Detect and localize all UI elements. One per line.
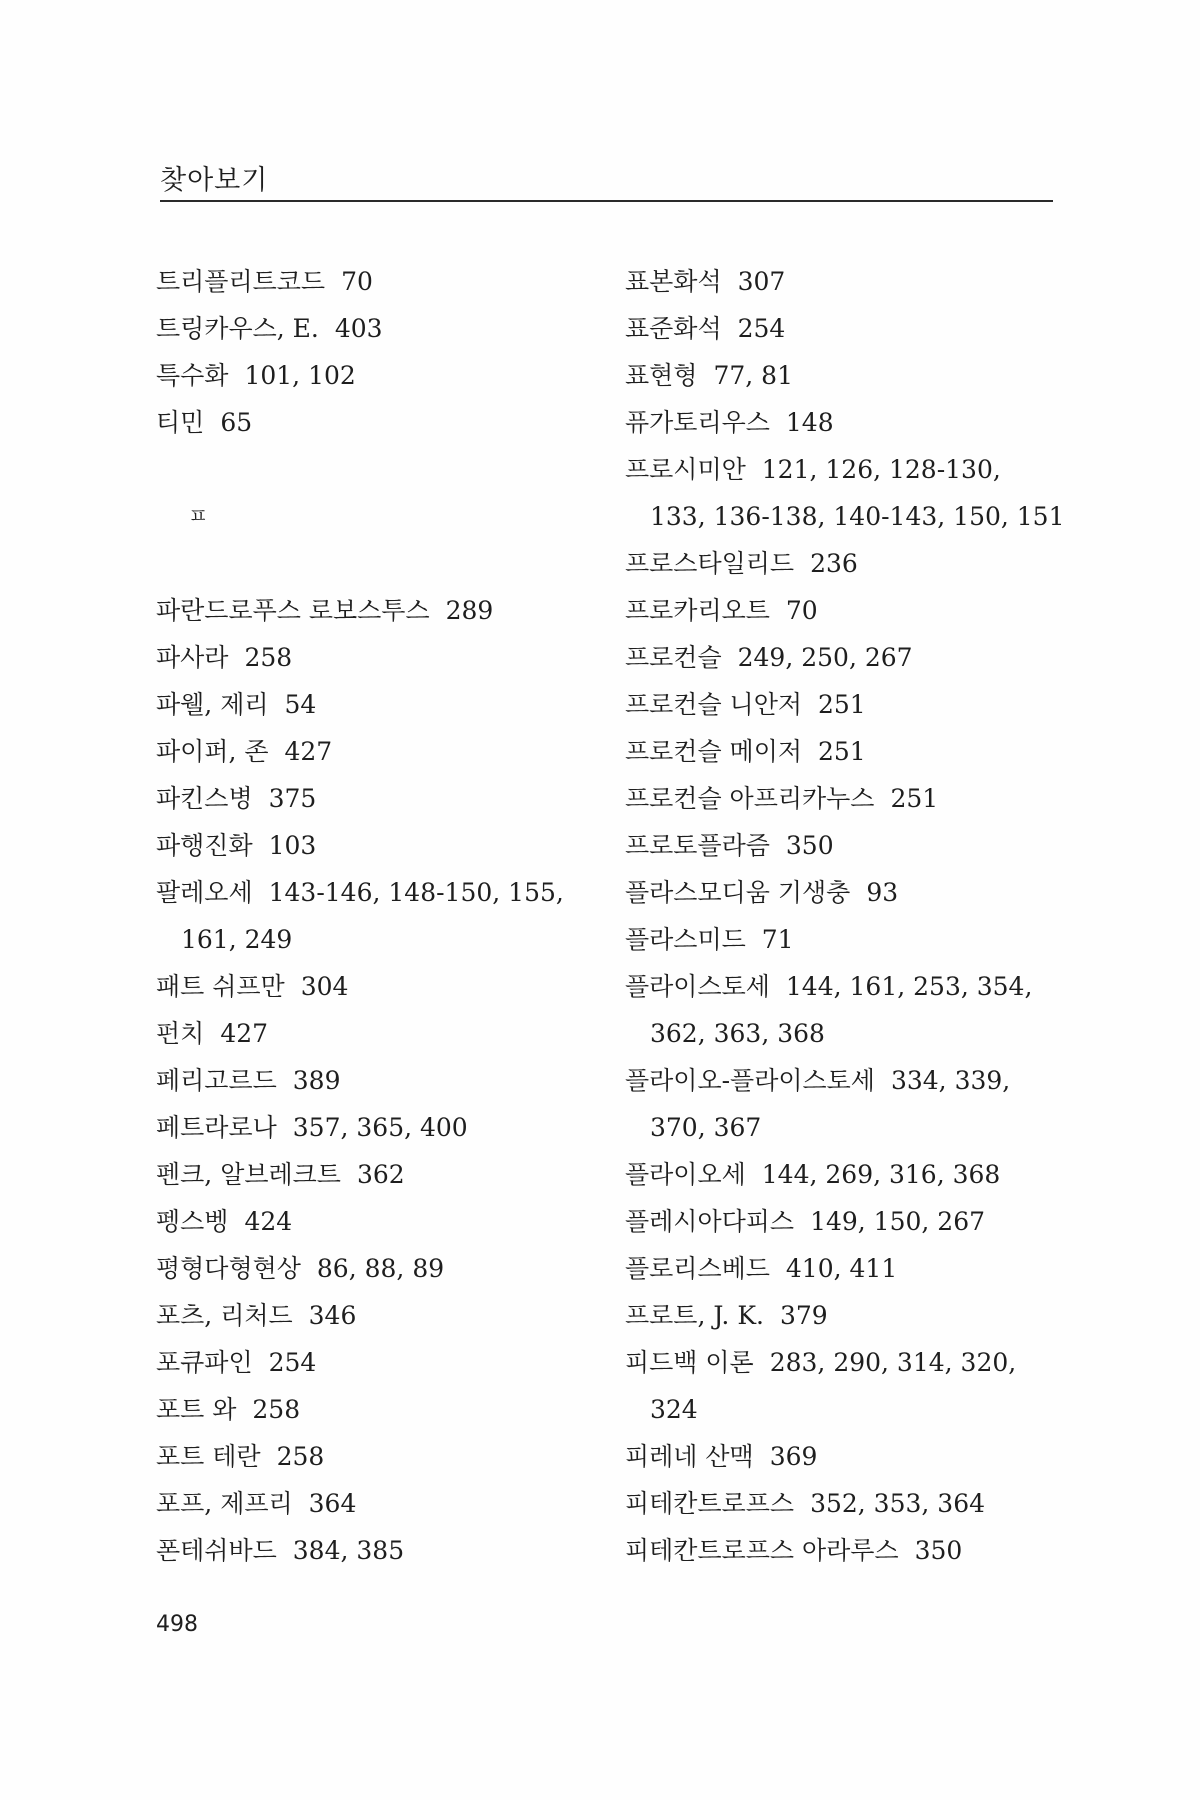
index-page-refs: 254 (737, 314, 786, 343)
index-page-refs: 283, 290, 314, 320, (769, 1348, 1017, 1377)
index-entry (625, 916, 1095, 963)
index-term: 포프, 제프리 (156, 1489, 293, 1518)
index-term: 프로트, J. K. (625, 1301, 764, 1330)
index-entry (156, 1010, 626, 1057)
index-entry (625, 540, 1095, 587)
index-term: 플라이오세 (625, 1160, 746, 1189)
index-entry (156, 1151, 626, 1198)
index-entry (625, 446, 1095, 493)
page-header-title: 찾아보기 (160, 165, 269, 196)
index-page-refs: 251 (890, 784, 939, 813)
index-term: 퓨가토리우스 (625, 408, 770, 437)
index-term: 프로컨슬 메이저 (625, 737, 802, 766)
index-entry (156, 1433, 626, 1480)
index-entry (156, 963, 626, 1010)
index-term: 프로카리오트 (625, 596, 770, 625)
index-entry (156, 258, 626, 305)
index-page-refs: 346 (308, 1301, 357, 1330)
index-entry (156, 1198, 626, 1245)
index-entry (156, 1386, 626, 1433)
index-entry-continuation: 370, 367 (650, 1113, 762, 1142)
index-page-refs: 304 (300, 972, 349, 1001)
index-section-letter: ㅍ (188, 504, 209, 528)
index-page-refs: 103 (268, 831, 317, 860)
index-entry (625, 1198, 1095, 1245)
index-term: 펜크, 알브레크트 (156, 1160, 341, 1189)
index-column-left (156, 258, 626, 1574)
index-entry (625, 775, 1095, 822)
index-term: 파이퍼, 존 (156, 737, 269, 766)
index-page-refs: 121, 126, 128-130, (761, 455, 1001, 484)
index-entry-continuation: 362, 363, 368 (650, 1019, 825, 1048)
index-page-refs: 362 (356, 1160, 405, 1189)
index-page-refs: 54 (284, 690, 317, 719)
index-page-refs: 86, 88, 89 (316, 1254, 445, 1283)
index-page-refs: 249, 250, 267 (737, 643, 913, 672)
index-page-refs: 350 (914, 1536, 963, 1565)
index-term: 프로컨슬 (625, 643, 722, 672)
index-entry (625, 258, 1095, 305)
index-term: 플라이오-플라이스토세 (625, 1066, 875, 1095)
index-entry (625, 728, 1095, 775)
index-term: 표현형 (625, 361, 698, 390)
index-term: 표준화석 (625, 314, 722, 343)
index-page-refs: 251 (818, 690, 866, 719)
index-page-refs: 427 (220, 1019, 269, 1048)
index-term: 피테칸트로프스 (625, 1489, 795, 1518)
index-term: 파웰, 제리 (156, 690, 269, 719)
index-page-refs: 251 (818, 737, 866, 766)
index-entry (625, 634, 1095, 681)
index-term: 포큐파인 (156, 1348, 253, 1377)
index-entry (156, 1245, 626, 1292)
index-term: 플라스미드 (625, 925, 746, 954)
index-page-refs: 389 (292, 1066, 341, 1095)
index-page-refs: 254 (268, 1348, 317, 1377)
index-entry (156, 1104, 626, 1151)
index-term: 트리플리트코드 (156, 267, 326, 296)
index-page-refs: 148 (785, 408, 834, 437)
index-page-refs: 403 (334, 314, 383, 343)
index-term: 특수화 (156, 361, 229, 390)
index-entry (156, 399, 626, 446)
header-divider (160, 200, 1053, 202)
index-page-refs: 143-146, 148-150, 155, (268, 878, 564, 907)
index-entry (625, 305, 1095, 352)
index-term: 평형다형현상 (156, 1254, 301, 1283)
index-page-refs: 427 (284, 737, 333, 766)
index-entry (156, 822, 626, 869)
index-entry (156, 1480, 626, 1527)
index-entry (156, 681, 626, 728)
index-entry (625, 1339, 1095, 1386)
index-page-refs: 384, 385 (292, 1536, 405, 1565)
index-entry (156, 305, 626, 352)
index-page-refs: 357, 365, 400 (292, 1113, 468, 1142)
index-term: 포트 와 (156, 1395, 237, 1424)
index-entry (625, 1245, 1095, 1292)
index-entry (156, 634, 626, 681)
index-term: 플라이스토세 (625, 972, 770, 1001)
index-page-refs: 70 (341, 267, 373, 296)
index-page-refs: 350 (785, 831, 834, 860)
index-entry (156, 1292, 626, 1339)
index-entry (156, 1339, 626, 1386)
index-page-refs: 144, 161, 253, 354, (785, 972, 1033, 1001)
index-entry (156, 869, 626, 916)
index-page-refs: 379 (779, 1301, 828, 1330)
page-number: 498 (156, 1612, 198, 1637)
index-page-refs: 144, 269, 316, 368 (761, 1160, 1001, 1189)
index-entry (156, 728, 626, 775)
index-entry (625, 1151, 1095, 1198)
index-term: 포트 테란 (156, 1442, 261, 1471)
index-page-refs: 364 (308, 1489, 357, 1518)
index-entry (625, 1057, 1095, 1104)
index-term: 프로시미안 (625, 455, 746, 484)
index-column-right (625, 258, 1095, 1574)
index-entry (625, 822, 1095, 869)
index-entry (156, 587, 626, 634)
index-page-refs: 258 (244, 643, 293, 672)
index-page-refs: 352, 353, 364 (810, 1489, 986, 1518)
index-term: 페트라로나 (156, 1113, 277, 1142)
index-entry (156, 352, 626, 399)
index-entry (625, 587, 1095, 634)
index-entry (625, 869, 1095, 916)
index-term: 플레시아다피스 (625, 1207, 795, 1236)
index-page-refs: 65 (220, 408, 253, 437)
index-term: 파사라 (156, 643, 229, 672)
index-term: 팔레오세 (156, 878, 253, 907)
index-term: 피드백 이론 (625, 1348, 754, 1377)
index-page-refs: 258 (276, 1442, 325, 1471)
index-entry-continuation: 133, 136-138, 140-143, 150, 151 (650, 502, 1065, 531)
index-term: 패트 쉬프만 (156, 972, 285, 1001)
index-term: 포츠, 리처드 (156, 1301, 293, 1330)
index-page-refs: 101, 102 (244, 361, 356, 390)
index-term: 폰테쉬바드 (156, 1536, 277, 1565)
index-term: 프로컨슬 아프리카누스 (625, 784, 875, 813)
index-term: 피레네 산맥 (625, 1442, 754, 1471)
index-term: 펭스벵 (156, 1207, 229, 1236)
index-entry (625, 399, 1095, 446)
index-entry-continuation: 324 (650, 1395, 698, 1424)
index-page-refs: 334, 339, (890, 1066, 1011, 1095)
index-entry-continuation: 161, 249 (181, 925, 293, 954)
index-entry (156, 1527, 626, 1574)
index-page-refs: 236 (810, 549, 858, 578)
index-page-refs: 71 (761, 925, 794, 954)
index-term: 펀치 (156, 1019, 205, 1048)
index-term: 플로리스베드 (625, 1254, 770, 1283)
index-spacer (156, 446, 626, 493)
index-term: 파행진화 (156, 831, 253, 860)
index-entry (625, 352, 1095, 399)
index-page-refs: 289 (445, 596, 494, 625)
index-term: 프로컨슬 니안저 (625, 690, 802, 719)
index-term: 페리고르드 (156, 1066, 277, 1095)
index-page-refs: 307 (737, 267, 786, 296)
index-entry (625, 963, 1095, 1010)
index-entry (625, 1527, 1095, 1574)
index-page-refs: 70 (785, 596, 818, 625)
index-page-refs: 375 (268, 784, 317, 813)
index-term: 플라스모디움 기생충 (625, 878, 851, 907)
index-term: 파란드로푸스 로보스투스 (156, 596, 430, 625)
index-page-refs: 258 (252, 1395, 301, 1424)
index-term: 표본화석 (625, 267, 722, 296)
index-page-refs: 149, 150, 267 (810, 1207, 986, 1236)
index-entry (156, 775, 626, 822)
index-entry (625, 1433, 1095, 1480)
index-spacer (156, 540, 626, 587)
index-page-refs: 410, 411 (785, 1254, 898, 1283)
index-entry (625, 1480, 1095, 1527)
index-page-refs: 369 (769, 1442, 818, 1471)
index-term: 프로스타일리드 (625, 549, 795, 578)
index-entry (625, 1292, 1095, 1339)
index-entry (625, 681, 1095, 728)
index-page-refs: 93 (866, 878, 899, 907)
index-term: 프로토플라즘 (625, 831, 770, 860)
index-page-refs: 77, 81 (713, 361, 793, 390)
index-page-refs: 424 (244, 1207, 293, 1236)
index-term: 파킨스병 (156, 784, 253, 813)
index-term: 피테칸트로프스 아라루스 (625, 1536, 899, 1565)
index-term: 티민 (156, 408, 205, 437)
index-entry (156, 1057, 626, 1104)
index-term: 트링카우스, E. (156, 314, 319, 343)
